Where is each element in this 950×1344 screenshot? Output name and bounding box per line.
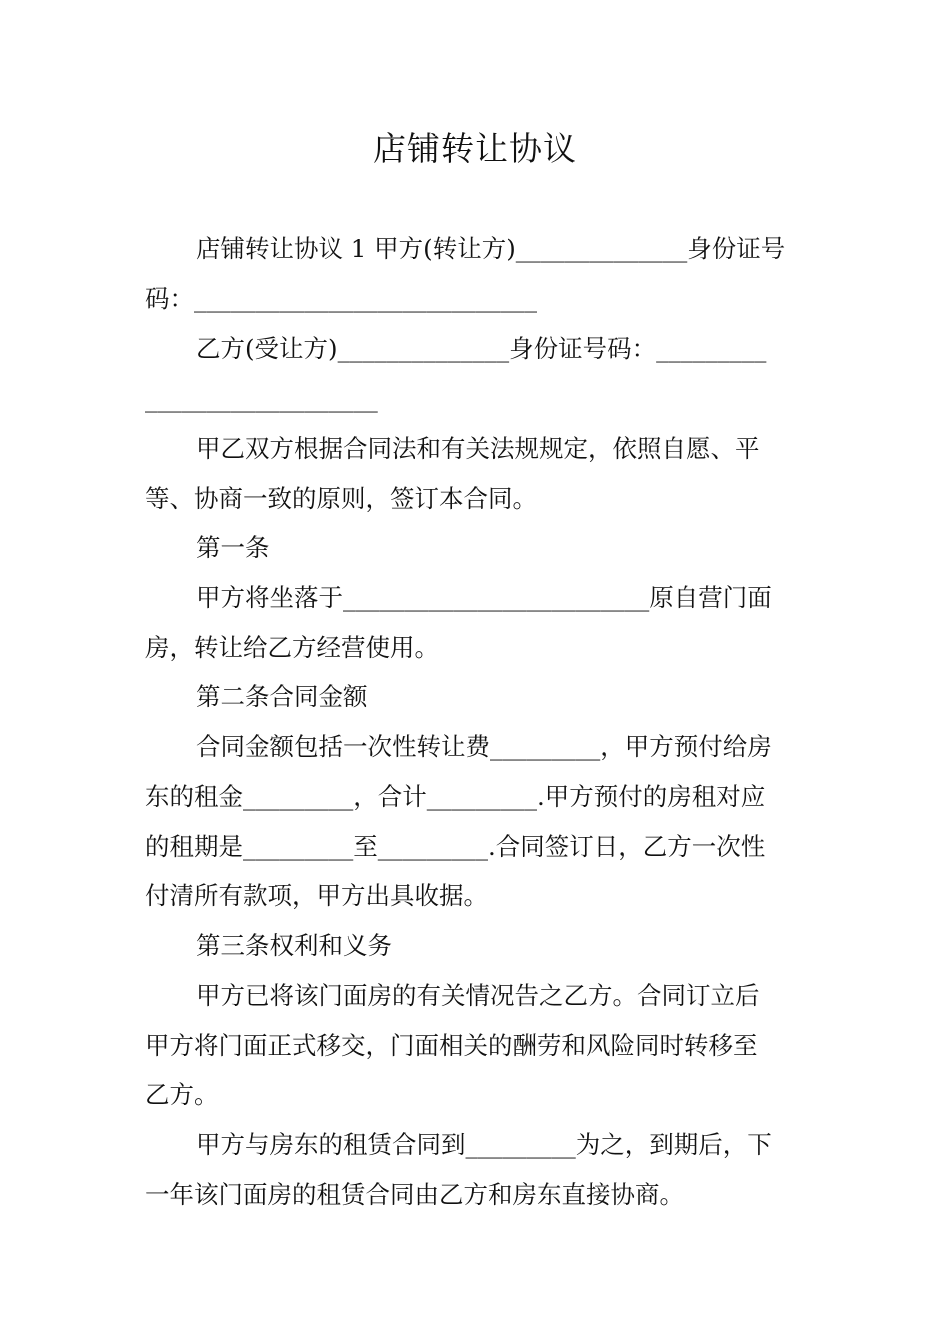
text-line: ___________________ [145,384,378,413]
text-line: 东的租金_________，合计_________.甲方预付的房租对应 [145,782,766,811]
text-line: 甲方将门面正式移交，门面相关的酬劳和风险同时转移至 [145,1031,758,1060]
document-title: 店铺转让协议 [373,129,577,168]
text-line: 等、协商一致的原则，签订本合同。 [145,484,537,513]
text-line: 甲方将坐落于_________________________原自营门面 [196,583,772,612]
text-line: 的租期是_________至_________.合同签订日，乙方一次性 [145,832,766,861]
text-line: 甲方已将该门面房的有关情况告之乙方。合同订立后 [196,981,760,1010]
text-line: 甲方与房东的租赁合同到_________为之，到期后，下 [196,1130,772,1159]
text-line: 码：____________________________ [145,284,537,313]
text-line: 店铺转让协议 1 甲方(转让方)______________身份证号 [196,234,786,263]
text-line: 付清所有款项，甲方出具收据。 [145,881,488,910]
text-line: 一年该门面房的租赁合同由乙方和房东直接协商。 [145,1180,684,1209]
text-line: 合同金额包括一次性转让费_________，甲方预付给房 [196,732,772,761]
section-heading: 第一条 [196,533,270,562]
section-heading: 第三条权利和义务 [196,931,392,960]
text-line: 甲乙双方根据合同法和有关法规规定，依照自愿、平 [196,434,760,463]
text-line: 房，转让给乙方经营使用。 [145,633,439,662]
text-line: 乙方。 [145,1080,219,1109]
text-line: 乙方(受让方)______________身份证号码：_________ [196,334,767,363]
section-heading: 第二条合同金额 [196,682,368,711]
